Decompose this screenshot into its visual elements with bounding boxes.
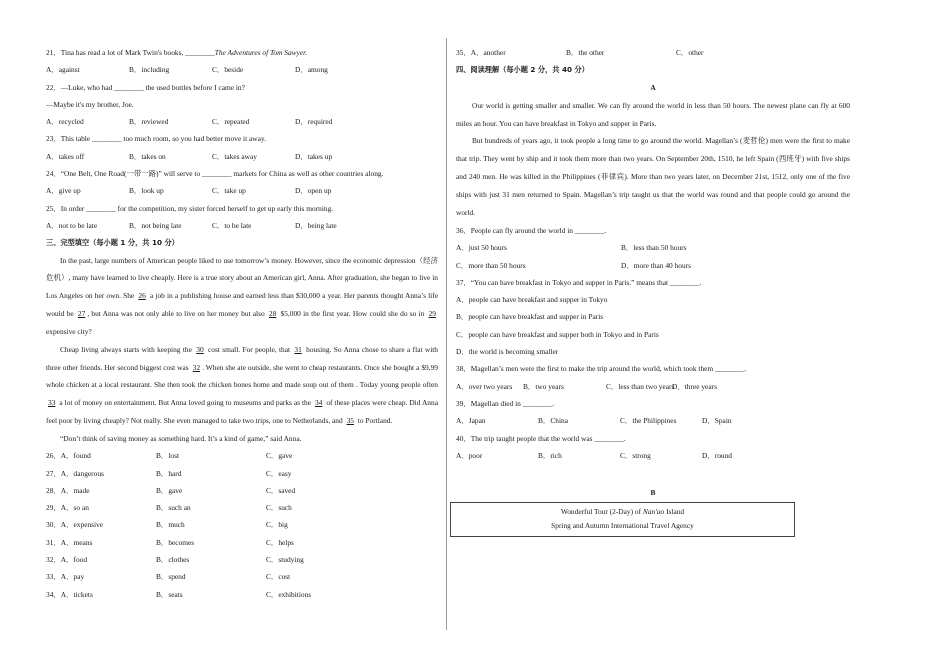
option[interactable]: D．being late xyxy=(295,220,337,230)
option-c[interactable]: C．helps xyxy=(266,537,294,547)
option[interactable]: B．reviewed xyxy=(129,117,169,127)
option[interactable]: A．expensive xyxy=(60,520,104,530)
option[interactable]: 35．A．another xyxy=(456,48,506,57)
travel-agency: Spring and Autumn International Travel Agency xyxy=(551,521,694,531)
question-24-options xyxy=(46,182,438,199)
blank-34: 34 xyxy=(314,398,323,408)
question-25-options xyxy=(46,217,438,234)
option-c[interactable]: C．saved xyxy=(266,485,296,495)
cloze-paragraph-2 xyxy=(46,341,438,430)
passage-a-paragraph-1 xyxy=(456,97,850,133)
blank-26: 26 xyxy=(138,291,146,301)
option[interactable]: D．the world is becoming smaller xyxy=(456,347,559,357)
question-number: 32． xyxy=(46,555,61,565)
option[interactable]: C．strong xyxy=(620,450,651,460)
option[interactable]: D．more than 40 hours xyxy=(621,260,691,270)
option[interactable]: A．Japan xyxy=(456,416,486,426)
option-a xyxy=(46,499,156,516)
passage-text: of these places were cheap. Did Anna feel poor by living cheaply? Not really. She even managed to take two trips, one to Netherlands, and xyxy=(46,398,438,426)
blank-27: 27 xyxy=(77,309,86,319)
option[interactable]: A．poor xyxy=(456,450,483,460)
option[interactable]: C．take up xyxy=(212,186,246,196)
option-b[interactable]: B．much xyxy=(156,520,185,530)
option-a xyxy=(46,465,156,482)
question-23: 23．This table ________ too much room, so you had better move it away. xyxy=(46,134,266,144)
option[interactable]: A．just 50 hours xyxy=(456,243,507,253)
cloze-option-row-32 xyxy=(46,551,438,568)
option-a xyxy=(46,551,156,568)
option[interactable]: D．among xyxy=(295,65,328,75)
option[interactable]: D．open up xyxy=(295,186,332,196)
question-21-options xyxy=(46,61,438,78)
cloze-option-row-27 xyxy=(46,465,438,482)
question-number: 26． xyxy=(46,451,61,461)
question-38-options xyxy=(456,378,850,395)
cloze-option-row-33 xyxy=(46,568,438,585)
option[interactable]: D．round xyxy=(702,450,732,460)
option[interactable]: D．takes up xyxy=(295,151,333,161)
option[interactable]: C．more than 50 hours xyxy=(456,260,526,270)
option[interactable]: A．over two years xyxy=(456,381,513,391)
option[interactable]: A．tickets xyxy=(60,589,93,599)
tour-title-text: Island xyxy=(664,507,685,517)
question-24: 24．“One Belt, One Road(一带一路)” will serve to ________ markets for China as well as other countries along. xyxy=(46,169,384,179)
option-c[interactable]: C．exhibitions xyxy=(266,589,312,599)
option[interactable]: B．not being late xyxy=(129,220,182,230)
option[interactable]: C．less than two years xyxy=(606,381,675,391)
option[interactable]: C．repeated xyxy=(212,117,250,127)
section-3-heading: 三、完型填空（每小题 1 分，共 10 分） xyxy=(46,238,179,248)
question-number: 31． xyxy=(46,537,61,547)
question-number: 27． xyxy=(46,468,61,478)
column-divider xyxy=(446,38,447,630)
option-b[interactable]: B．hard xyxy=(156,468,182,478)
cloze-option-row-31 xyxy=(46,534,438,551)
passage-text: Our world is getting smaller and smaller. We can fly around the world in less than 50 hours. The newest plane can fly at 600 miles an hour. You can have breakfast in Tokyo and supper in Paris. xyxy=(456,100,850,128)
question-39: 39．Magellan died in ________. xyxy=(456,398,555,408)
left-column xyxy=(46,44,438,603)
option[interactable]: A．so an xyxy=(60,503,89,513)
option[interactable]: A．people can have breakfast and supper in Tokyo xyxy=(456,295,608,305)
passage-text: But hundreds of years ago, it took people a long time to go around the world. Magellan’s (麦哲伦) men were the first to make that trip. They went by ship and it took them more than two years. On September 20th, 1510, he left Spain (西班牙) with five ships and 240 men. He was killed in the Philippines (菲律宾). More than two years later, on December 21st, 1512, only one of the five ships with just 31 men returned to Spain. Magellan’s trip taught us that the world was round and that people could go around the world. xyxy=(456,136,850,218)
question-40-options xyxy=(456,447,850,464)
passage-b-label: B xyxy=(650,488,656,498)
option-b[interactable]: B．spend xyxy=(156,572,186,582)
option[interactable]: A．found xyxy=(60,451,91,461)
tour-place: Nan'ao xyxy=(642,507,665,517)
question-22: 22．—Luke, who had ________ the used bottles before I came in? xyxy=(46,82,245,92)
option[interactable]: B．the other xyxy=(566,48,605,57)
option[interactable]: C．to be late xyxy=(212,220,252,230)
passage-text: , but Anna was not only able to live on her money but also xyxy=(87,309,265,319)
question-number: 30． xyxy=(46,520,61,530)
option[interactable]: A．food xyxy=(60,555,88,565)
option[interactable]: B．takes on xyxy=(129,151,166,161)
passage-text: In the past, large numbers of American people liked to use tomorrow’s money. However, since the economic depression（经济危机）, many have learned to live cheaply. Here is a true story about an American girl, Anna. After graduation, she began to live in Los Angeles on her own. She xyxy=(46,255,438,301)
book-title: The Adventures of Tom Sawyer. xyxy=(214,48,308,57)
cloze-option-row-26 xyxy=(46,447,438,464)
option-a xyxy=(46,586,156,603)
option-b[interactable]: B．gave xyxy=(156,485,183,495)
option-c[interactable]: C．such xyxy=(266,503,292,513)
cloze-option-row-30 xyxy=(46,516,438,533)
option-a xyxy=(46,516,156,533)
option-a xyxy=(46,482,156,499)
option-a xyxy=(46,534,156,551)
right-column xyxy=(456,44,850,537)
question-number: 29． xyxy=(46,503,61,513)
option[interactable]: D．three years xyxy=(672,381,717,391)
question-number: 28． xyxy=(46,485,61,495)
blank-35: 35 xyxy=(346,416,354,426)
option[interactable]: B．less than 50 hours xyxy=(621,243,687,253)
option[interactable]: A．takes off xyxy=(46,151,85,161)
option-b[interactable]: B．seats xyxy=(156,589,183,599)
cloze-option-row-35 xyxy=(456,44,850,61)
question-36: 36．People can fly around the world in ________. xyxy=(456,225,607,235)
option[interactable]: A．not to be late xyxy=(46,220,98,230)
option[interactable]: D．required xyxy=(295,117,333,127)
anna-quote: “Don’t think of saving money as something hard. It’s a kind of game,” said Anna. xyxy=(60,434,302,443)
question-number: 33． xyxy=(46,572,61,582)
blank-29: 29 xyxy=(428,309,436,319)
question-21 xyxy=(46,44,438,61)
passage-text: to Portland. xyxy=(357,416,393,426)
option-c[interactable]: C．gave xyxy=(266,451,293,461)
passage-a-paragraph-2 xyxy=(456,132,850,222)
blank-33: 33 xyxy=(48,398,56,408)
option[interactable]: A．pay xyxy=(60,572,85,582)
option[interactable]: D．Spain xyxy=(702,416,732,426)
question-22-options xyxy=(46,113,438,130)
passage-text: expensive city? xyxy=(46,326,92,336)
question-39-options xyxy=(456,412,850,429)
blank-32: 32 xyxy=(192,362,201,372)
question-36-options-row-1 xyxy=(456,239,850,256)
option[interactable]: A．against xyxy=(46,65,80,75)
passage-text: . When she ate outside, she went to cheap restaurants. Once she bought a $9,99 whole chicken at a local restaurant. She then took the chicken bones home and made soup out of them . Today young people often xyxy=(46,362,438,390)
option[interactable]: B．China xyxy=(538,416,568,426)
passage-text: Cheap living always starts with keeping the xyxy=(60,344,192,354)
option[interactable]: C．people can have breakfast and supper both in Tokyo and in Paris xyxy=(456,329,659,339)
option-b[interactable]: B．such an xyxy=(156,503,191,513)
cloze-option-row-28 xyxy=(46,482,438,499)
question-22-reply: —Maybe it's my brother, Joe. xyxy=(46,99,134,109)
option-c[interactable]: C．studying xyxy=(266,555,304,565)
passage-text: cost small. For people, that xyxy=(208,344,291,354)
cloze-option-row-29 xyxy=(46,499,438,516)
tour-title xyxy=(451,505,794,519)
passage-text: housing. So Anna chose to share a flat with three other friends. Her second biggest cost was xyxy=(46,344,439,372)
option-c[interactable]: C．easy xyxy=(266,468,292,478)
blank-28: 28 xyxy=(268,309,277,319)
blank-30: 30 xyxy=(196,344,204,354)
tour-title-text: Wonderful Tour (2-Day) of xyxy=(560,507,643,517)
option[interactable]: B．two years xyxy=(523,381,564,391)
tour-title-box xyxy=(450,502,795,537)
question-21-stem: 21．Tina has read a lot of Mark Twin's books, ________ xyxy=(46,48,215,57)
option[interactable]: B．look up xyxy=(129,186,164,196)
question-23-options xyxy=(46,148,438,165)
question-40: 40．The trip taught people that the world was ________. xyxy=(456,433,626,443)
cloze-option-row-34 xyxy=(46,586,438,603)
option[interactable]: B．rich xyxy=(538,450,562,460)
option[interactable]: C．the Philippines xyxy=(620,416,677,426)
option[interactable]: A．give up xyxy=(46,186,81,196)
passage-a-label: A xyxy=(650,82,656,92)
question-38: 38．Magellan’s men were the first to make the trip around the world, which took them ________. xyxy=(456,364,747,374)
option[interactable]: C．beside xyxy=(212,65,244,75)
option-c[interactable]: C．big xyxy=(266,520,288,530)
question-36-options-row-2 xyxy=(456,257,850,274)
question-number: 34． xyxy=(46,589,61,599)
question-37: 37．“You can have breakfast in Tokyo and supper in Paris.” means that ________. xyxy=(456,277,702,287)
option-a xyxy=(46,447,156,464)
section-4-heading: 四、阅读理解（每小题 2 分，共 40 分） xyxy=(456,65,589,75)
cloze-paragraph-1 xyxy=(46,252,438,341)
option[interactable]: A．means xyxy=(60,537,93,547)
question-25: 25．In order ________ for the competition, my sister forced herself to get up early this morning. xyxy=(46,203,334,213)
option[interactable]: A．made xyxy=(60,485,90,495)
option[interactable]: C．takes away xyxy=(212,151,257,161)
option-b[interactable]: B．lost xyxy=(156,451,179,461)
passage-text: a lot of money on entertainment. But Anna loved going to museums and parks as the xyxy=(59,398,311,408)
option[interactable]: A．dangerous xyxy=(60,468,104,478)
blank-31: 31 xyxy=(294,344,302,354)
option-b[interactable]: B．clothes xyxy=(156,555,190,565)
option[interactable]: C．other xyxy=(676,48,704,57)
option-c[interactable]: C．cost xyxy=(266,572,291,582)
passage-text: $5,000 in the first year. How could she do so in xyxy=(280,309,425,319)
option[interactable]: A．recycled xyxy=(46,117,84,127)
option-b[interactable]: B．becomes xyxy=(156,537,195,547)
passage-text: a job in a publishing house and earned less than $30,000 a year. Her parents thought Anna’s life would be xyxy=(46,291,438,319)
option-a xyxy=(46,568,156,585)
option[interactable]: B．people can have breakfast and supper in Paris xyxy=(456,312,604,322)
option[interactable]: B．including xyxy=(129,65,170,75)
